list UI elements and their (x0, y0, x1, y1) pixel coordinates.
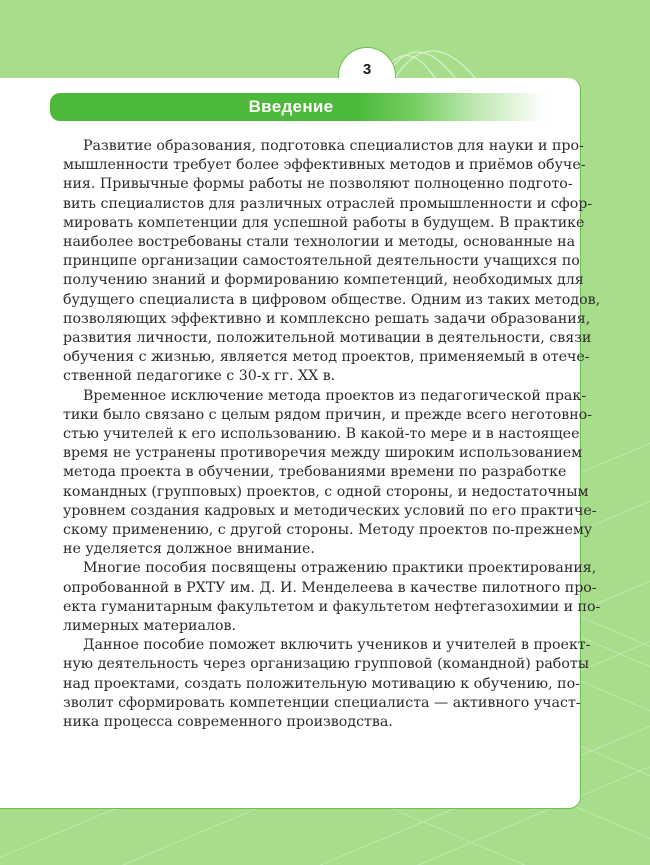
text-line: тики было связано с целым рядом причин, и прежде всего неготовно- (63, 406, 593, 423)
text-line: будущего специалиста в цифровом обществе. Одним из таких методов, (63, 291, 601, 308)
decorative-arcs-icon (380, 38, 500, 78)
text-line: лимерных материалов. (63, 618, 237, 635)
text-line: скому применению, с другой стороны. Методу проектов по-прежнему (63, 522, 593, 539)
text-line: ную деятельность через организацию групповой (командной) работы (63, 656, 590, 673)
paragraph (63, 137, 601, 387)
text-line: командных (групповых) проектов, с одной стороны, и недостаточным (63, 483, 589, 500)
text-line: стью учителей к его использованию. В какой-то мере и в настоящее (63, 426, 580, 443)
text-line: метода проекта в обучении, требованиями времени по разработке (63, 464, 567, 481)
paragraph (63, 559, 601, 636)
text-line: зволит сформировать компетенции специалиста — активного участ- (63, 694, 581, 711)
text-line: не уделяется должное внимание. (63, 541, 315, 558)
text-line: опробованной в РХТУ им. Д. И. Менделеева в качестве пилотного про- (63, 579, 597, 596)
text-line: мировать компетенции для успешной работы в будущем. В практике (63, 214, 585, 231)
text-line: мышленности требует более эффективных методов и приёмов обуче- (63, 157, 586, 174)
text-line: ственной педагогике с 30-х гг. XX в. (63, 368, 336, 385)
text-line: позволяющих эффективно и комплексно решать задачи образования, (63, 310, 591, 327)
body-text (63, 137, 601, 732)
text-line: Данное пособие поможет включить учеников и учителей в проект- (83, 637, 591, 654)
page-number: 3 (362, 61, 372, 78)
text-line: время не устранены противоречия между широким использованием (63, 445, 583, 462)
text-line: получению знаний и формированию компетенций, необходимых для (63, 272, 584, 289)
text-line: принципе организации самостоятельной деятельности учащихся по (63, 253, 580, 270)
text-line: наиболее востребованы стали технологии и методы, основанные на (63, 234, 576, 251)
paragraph (63, 636, 591, 732)
text-line: развития личности, положительной мотивации в деятельности, связи (63, 330, 592, 347)
text-line: ния. Привычные формы работы не позволяют полноценно подгото- (63, 176, 573, 193)
text-line: Многие пособия посвящены отражению практики проектирования, (83, 560, 597, 577)
text-line: над проектами, создать положительную мотивацию к обучению, по- (63, 675, 580, 692)
text-line: вить специалистов для различных отраслей промышленности и сфор- (63, 195, 593, 212)
text-line: Временное исключение метода проектов из педагогической прак- (83, 387, 587, 404)
text-line: Развитие образования, подготовка специалистов для науки и про- (83, 138, 584, 154)
paragraph (63, 387, 597, 560)
section-title: Введение (248, 97, 334, 116)
text-line: ника процесса современного производства. (63, 714, 393, 731)
section-title-banner (50, 93, 546, 121)
text-line: екта гуманитарным факультетом и факультетом нефтегазохимии и по- (63, 598, 601, 615)
text-line: уровнем создания кадровых и методических условий по его практиче- (63, 502, 597, 519)
text-line: обучения с жизнью, является метод проектов, применяемый в отече- (63, 349, 590, 366)
